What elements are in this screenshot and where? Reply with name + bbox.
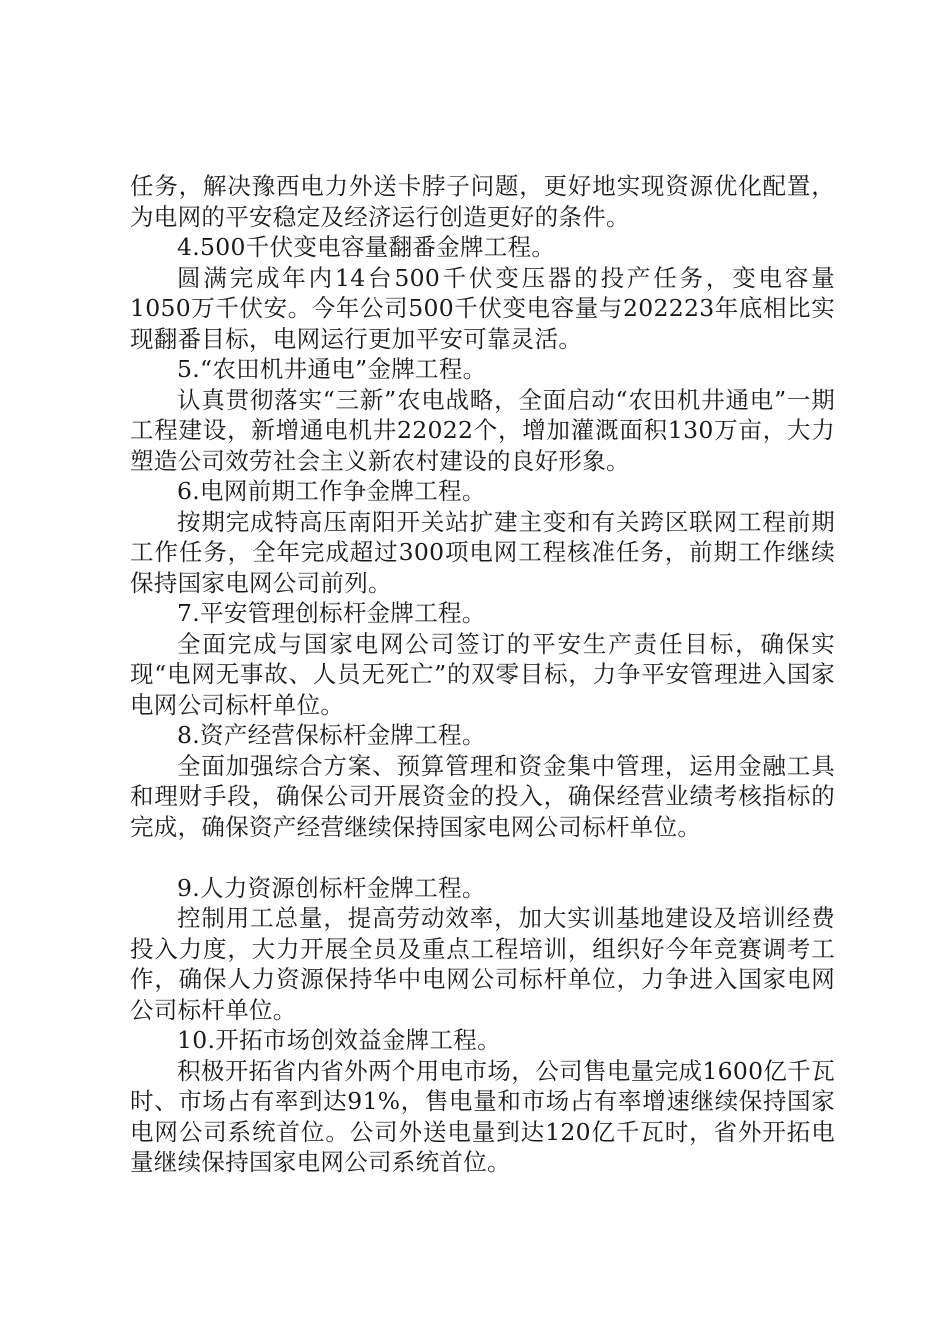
heading-item-4: 4.500千伏变电容量翻番金牌工程。	[177, 233, 556, 261]
paragraph-item-5: 认真贯彻落实“三新”农电战略，全面启动“农田机井通电”一期工程建设，新增通电机井22022个，增加灌溉面积130万亩，大力塑造公司效劳社会主义新农村建设的良好形象。	[130, 385, 835, 475]
heading-item-6: 6.电网前期工作争金牌工程。	[177, 477, 486, 505]
paragraph-item-7: 全面完成与国家电网公司签订的平安生产责任目标，确保实现“电网无事故、人员无死亡”的双零目标，力争平安管理进入国家电网公司标杆单位。	[130, 629, 835, 719]
paragraph-item-8: 全面加强综合方案、预算管理和资金集中管理，运用金融工具和理财手段，确保公司开展资金的投入，确保经营业绩考核指标的完成，确保资产经营继续保持国家电网公司标杆单位。	[130, 751, 835, 841]
heading-item-7: 7.平安管理创标杆金牌工程。	[177, 599, 486, 627]
paragraph-item-4: 圆满完成年内14台500千伏变压器的投产任务，变电容量1050万千伏安。今年公司500千伏变电容量与202223年底相比实现翻番目标，电网运行更加平安可靠灵活。	[130, 263, 835, 353]
paragraph-continuation: 任务，解决豫西电力外送卡脖子问题，更好地实现资源优化配置，为电网的平安稳定及经济运行创造更好的条件。	[130, 172, 835, 231]
paragraph-item-9: 控制用工总量，提高劳动效率，加大实训基地建设及培训经费投入力度，大力开展全员及重点工程培训，组织好今年竞赛调考工作，确保人力资源保持华中电网公司标杆单位，力争进入国家电网公司标杆单位。	[130, 904, 835, 1024]
blank-line	[130, 842, 835, 873]
heading-item-5: 5.“农田机井通电”金牌工程。	[177, 355, 487, 383]
paragraph-item-10: 积极开拓省内省外两个用电市场，公司售电量完成1600亿千瓦时、市场占有率到达91%，售电量和市场占有率增速继续保持国家电网公司系统首位。公司外送电量到达120亿千瓦时，省外开拓电量继续保持国家电网公司系统首位。	[130, 1056, 835, 1176]
heading-item-10: 10.开拓市场创效益金牌工程。	[177, 1026, 501, 1054]
paragraph-item-6: 按期完成特高压南阳开关站扩建主变和有关跨区联网工程前期工作任务，全年完成超过300项电网工程核准任务，前期工作继续保持国家电网公司前列。	[130, 507, 835, 597]
document-body	[130, 171, 835, 1178]
heading-item-8: 8.资产经营保标杆金牌工程。	[177, 721, 486, 749]
heading-item-9: 9.人力资源创标杆金牌工程。	[177, 873, 486, 902]
